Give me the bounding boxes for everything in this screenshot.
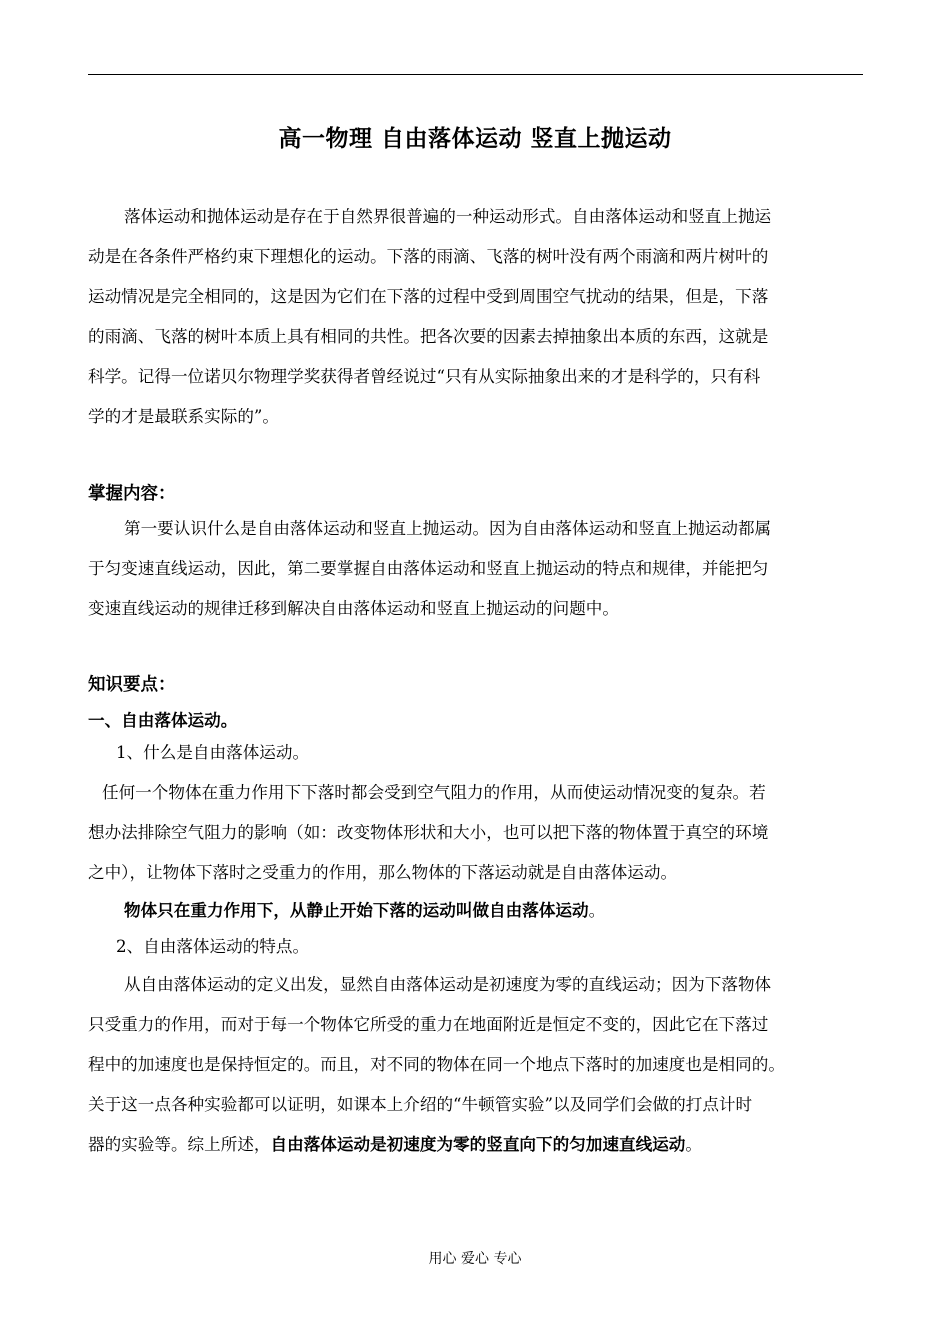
intro-line-2: 动是在各条件严格约束下理想化的运动。下落的雨滴、飞落的树叶没有两个雨滴和两片树叶的 <box>88 247 769 266</box>
mastery-line-2: 于匀变速直线运动，因此，第二要掌握自由落体运动和竖直上抛运动的特点和规律，并能把匀 <box>88 559 769 578</box>
item-1-line-2: 想办法排除空气阻力的影响（如：改变物体形状和大小，也可以把下落的物体置于真空的环境 <box>88 823 769 842</box>
item-1-heading: 1、什么是自由落体运动。 <box>116 743 310 762</box>
mastery-line-3: 变速直线运动的规律迁移到解决自由落体运动和竖直上抛运动的问题中。 <box>88 599 619 618</box>
item-2-line-5 <box>88 1133 702 1157</box>
intro-line-1: 落体运动和抛体运动是存在于自然界很普遍的一种运动形式。自由落体运动和竖直上抛运 <box>124 207 772 226</box>
intro-line-5: 科学。记得一位诺贝尔物理学奖获得者曾经说过“只有从实际抽象出来的才是科学的，只有科 <box>88 367 761 386</box>
item-2-line-3: 程中的加速度也是保持恒定的。而且，对不同的物体在同一个地点下落时的加速度也是相同的。 <box>88 1055 785 1074</box>
item-2-heading: 2、自由落体运动的特点。 <box>116 937 310 956</box>
item-1-line-1: 任何一个物体在重力作用下下落时都会受到空气阻力的作用，从而使运动情况变的复杂。若 <box>102 783 766 802</box>
mastery-heading: 掌握内容： <box>88 484 176 504</box>
section-1-heading: 一、自由落体运动。 <box>88 711 238 730</box>
definition-end: 。 <box>588 901 606 920</box>
definition-line <box>124 899 605 923</box>
item-2-line-4: 关于这一点各种实验都可以证明，如课本上介绍的“牛顿管实验”以及同学们会做的打点计时 <box>88 1095 753 1114</box>
item-2-line-1: 从自由落体运动的定义出发，显然自由落体运动是初速度为零的直线运动；因为下落物体 <box>124 975 772 994</box>
last-prefix: 器的实验等。综上所述， <box>88 1135 271 1154</box>
intro-line-6: 学的才是最联系实际的”。 <box>88 407 280 426</box>
definition-bold: 物体只在重力作用下，从静止开始下落的运动叫做自由落体运动 <box>124 901 589 920</box>
last-bold: 自由落体运动是初速度为零的竖直向下的匀加速直线运动 <box>270 1135 686 1154</box>
mastery-line-1: 第一要认识什么是自由落体运动和竖直上抛运动。因为自由落体运动和竖直上抛运动都属 <box>124 519 772 538</box>
page-footer: 用心 爱心 专心 <box>428 1251 522 1267</box>
last-end: 。 <box>685 1135 702 1154</box>
header-rule <box>88 74 863 75</box>
intro-line-4: 的雨滴、飞落的树叶本质上具有相同的共性。把各次要的因素去掉抽象出本质的东西，这就是 <box>88 327 769 346</box>
document-title: 高一物理 自由落体运动 竖直上抛运动 <box>278 126 672 152</box>
item-1-line-3: 之中），让物体下落时之受重力的作用，那么物体的下落运动就是自由落体运动。 <box>88 863 678 882</box>
intro-line-3: 运动情况是完全相同的，这是因为它们在下落的过程中受到周围空气扰动的结果，但是，下落 <box>88 287 769 306</box>
knowledge-heading: 知识要点： <box>88 675 176 695</box>
item-2-line-2: 只受重力的作用，而对于每一个物体它所受的重力在地面附近是恒定不变的，因此它在下落过 <box>88 1015 769 1034</box>
